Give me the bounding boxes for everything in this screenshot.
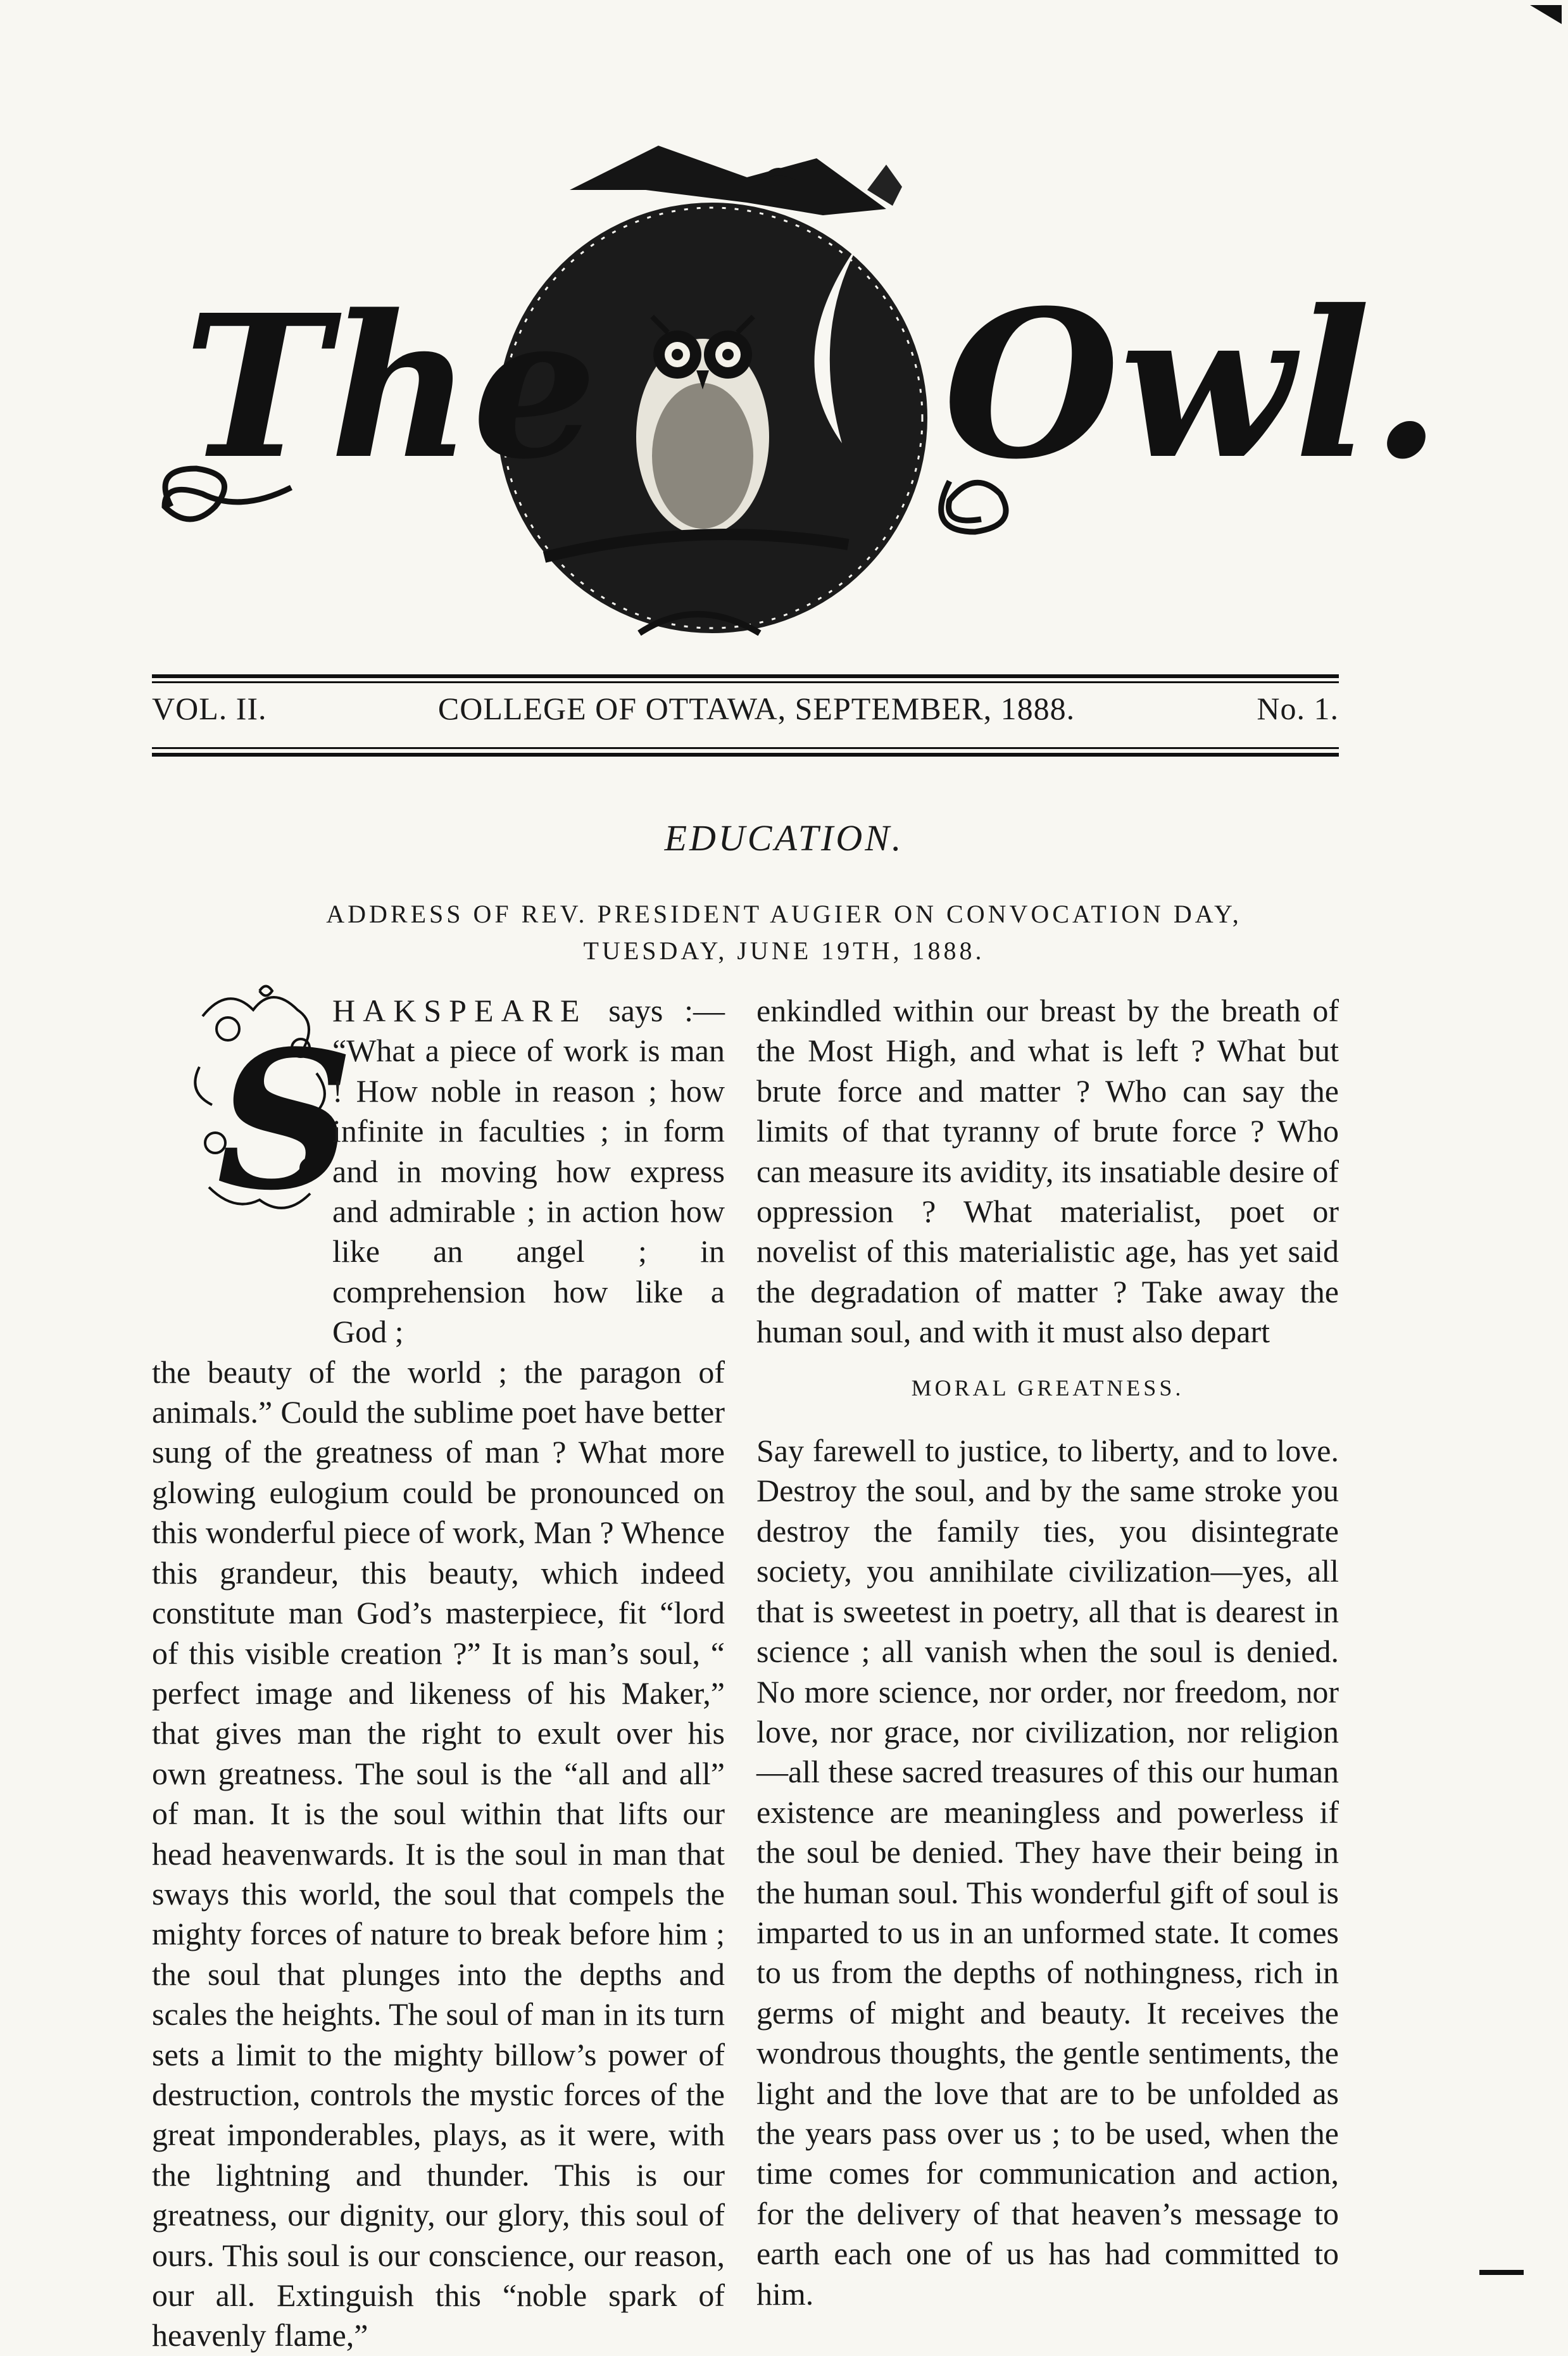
top-rule	[152, 674, 1339, 678]
subtitle-line-1: ADDRESS OF REV. PRESIDENT AUGIER ON CONVOCATION DAY,	[326, 900, 1242, 928]
right-column	[756, 991, 1339, 2314]
lead-caps: HAKSPEARE	[332, 993, 587, 1028]
issue-line	[152, 690, 1339, 741]
left-paragraph-body: the beauty of the world ; the paragon of animals.” Could the sublime poet have better sung of the greatness of man ? What more glowing eulogium could be pronounced on this wonderful piece of work, Man ? Whence this grandeur, this beauty, which indeed constitute man God’s masterpiece, fit “lord of this visible creation ?” It is man’s soul, “ perfect image and likeness of his Maker,” that gives man the right to exult over his own greatness. The soul is the “all and all” of man. It is the soul within that lifts our head heavenwards. It is the soul in man that sways this world, the soul that compels the mighty forces of nature to break before him ; the soul that plunges into the depths and scales the heights. The soul of man in its turn sets a limit to the mighty billow’s power of destruction, controls the mystic forces of the great imponderables, plays, as it were, with the lightning and thunder. This is our greatness, our dignity, our glory, this soul of ours. This soul is our conscience, our reason, our all. Extinguish this “noble spark of heavenly flame,”	[152, 1354, 725, 2353]
section-subhead: MORAL GREATNESS.	[911, 1375, 1184, 1401]
publication-info: COLLEGE OF OTTAWA, SEPTEMBER, 1888.	[437, 691, 1076, 726]
top-rule-thin	[152, 681, 1339, 683]
title-owl: Owl.	[943, 267, 1442, 504]
left-column	[152, 991, 725, 2356]
title-the: The	[184, 272, 598, 503]
volume-number: VOL. II.	[152, 691, 267, 726]
left-paragraph-opening	[152, 991, 725, 1352]
bottom-printing-mark	[1479, 2270, 1524, 2275]
right-paragraph-2: Say farewell to justice, to liberty, and to love. Destroy the soul, and by the same stroke you destroy the family ties, you disintegrate society, you annihilate civilization—yes, all that is sweetest in poetry, all that is dearest in science ; all vanish when the soul is denied. No more science, nor order, nor freedom, nor love, nor grace, nor civilization, nor religion—all these sacred treasures of this our human existence are meaningless and powerless if the soul be denied. They have their being in the human soul. This wonderful gift of soul is imparted to us in an unformed state. It comes to us from the depths of nothingness, rich in germs of might and beauty. It receives the wondrous thoughts, the gentle sentiments, the light and the love that are to be unfolded as the years pass over us ; to be used, when the time comes for communication and action, for the delivery of that heaven’s message to earth each one of us has had committed to him.	[756, 1433, 1339, 2312]
subtitle-line-2: TUESDAY, JUNE 19TH, 1888.	[583, 936, 985, 965]
issue-number: No. 1.	[1257, 691, 1339, 726]
article-title: EDUCATION.	[664, 817, 904, 859]
right-paragraph-1: enkindled within our breast by the breath of the Most High, and what is left ? What but brute force and matter ? Who can say the limits of that tyranny of brute force ? Who can measure its avidity, its insatiable desire of oppression ? What materialist, poet or novelist of this materialistic age, has yet said the degradation of matter ? Take away the human soul, and with it must also depart	[756, 993, 1339, 1350]
masthead	[0, 0, 1568, 658]
bottom-rule-thin	[152, 747, 1339, 749]
bottom-rule	[152, 753, 1339, 757]
article-subtitle	[0, 896, 1568, 969]
left-opening-text: says :— “What a piece of work is man ! How noble in reason ; how infinite in faculties ; in form and in moving how express and admirable ; in action how like an angel ; in comprehension how like a God ;	[332, 993, 725, 1350]
drop-cap-letter: S	[216, 1009, 354, 1232]
